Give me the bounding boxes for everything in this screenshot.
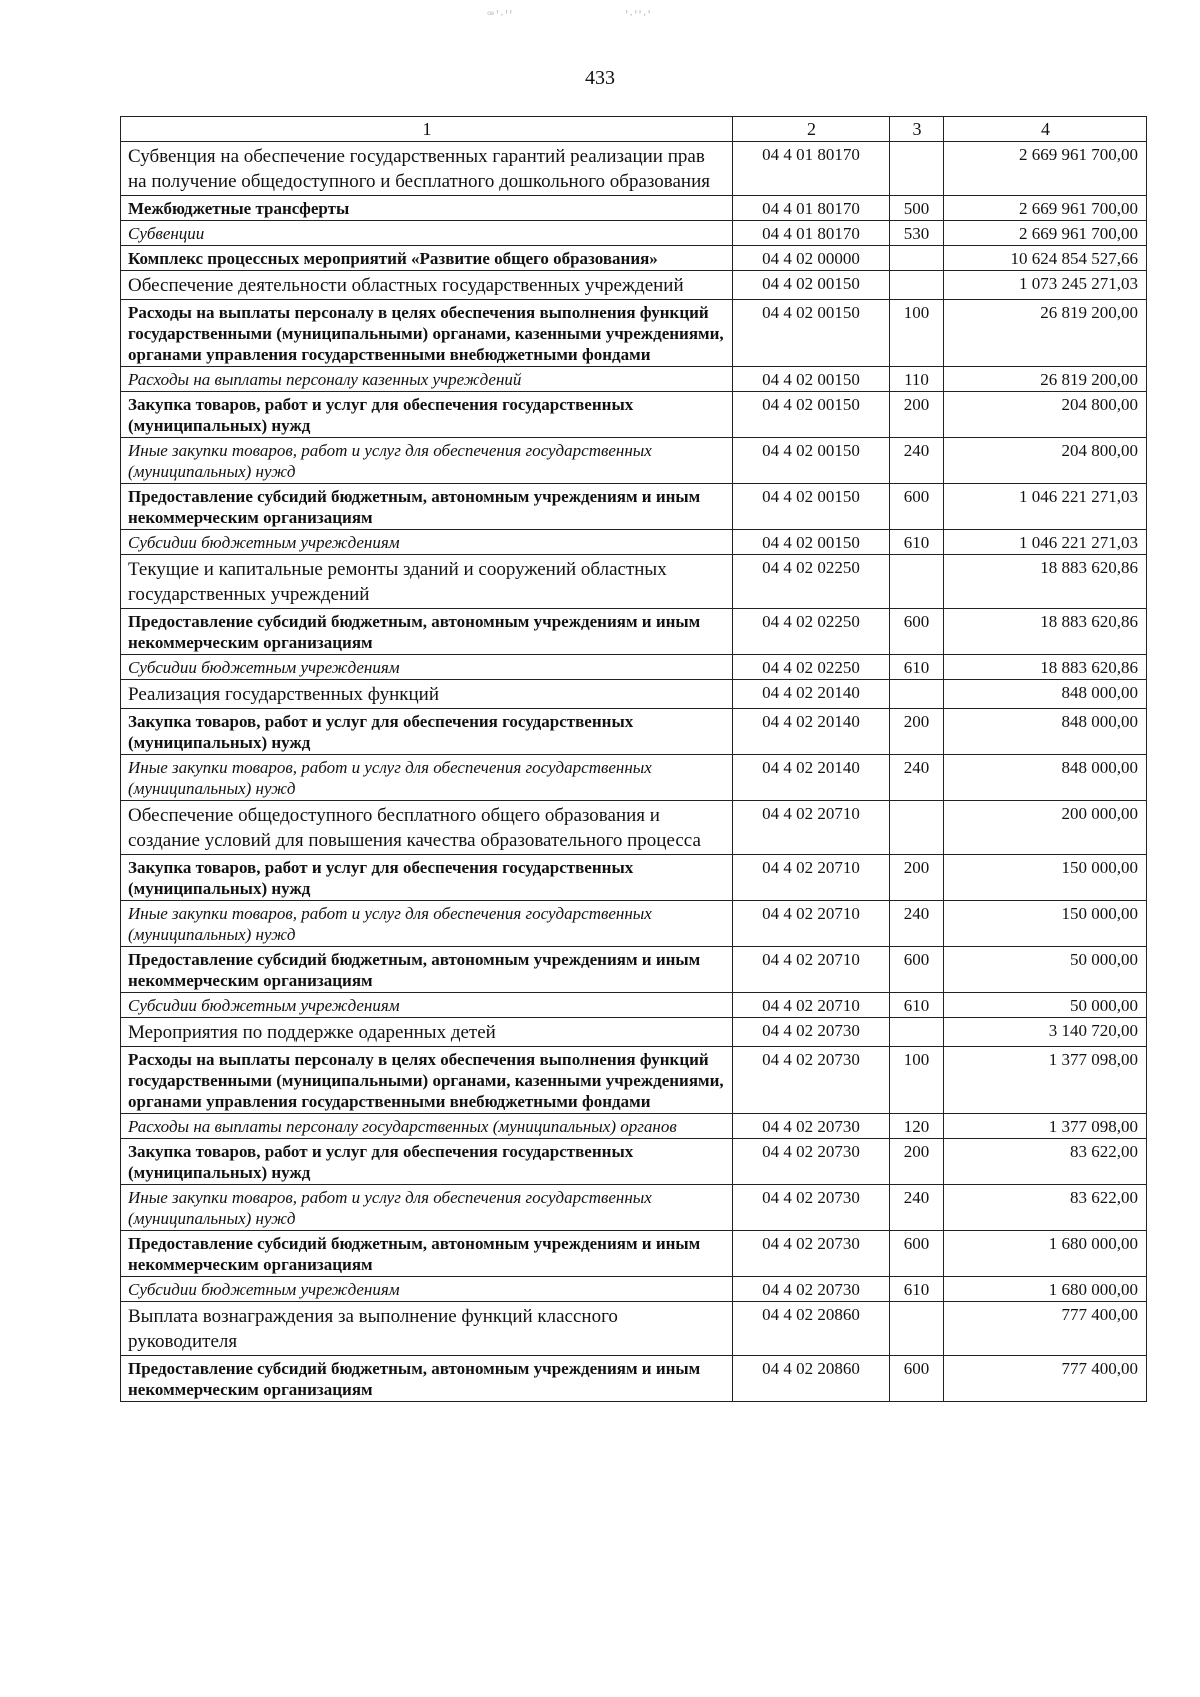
row-code-cell: 04 4 02 20730	[733, 1047, 890, 1114]
row-expense-type-cell	[890, 680, 944, 709]
row-code-cell: 04 4 02 20140	[733, 709, 890, 755]
row-code-cell: 04 4 02 20710	[733, 947, 890, 993]
row-amount-cell: 26 819 200,00	[944, 367, 1147, 392]
row-amount-cell: 848 000,00	[944, 680, 1147, 709]
row-name-cell: Предоставление субсидий бюджетным, автономным учреждениям и иным некоммерческим организациям	[121, 1231, 733, 1277]
row-amount-cell: 1 680 000,00	[944, 1277, 1147, 1302]
row-expense-type-cell	[890, 271, 944, 300]
row-name-cell: Субвенции	[121, 221, 733, 246]
row-expense-type-cell: 200	[890, 709, 944, 755]
row-expense-type-cell	[890, 1302, 944, 1356]
row-expense-type-cell	[890, 1018, 944, 1047]
row-amount-cell: 204 800,00	[944, 438, 1147, 484]
row-expense-type-cell: 100	[890, 300, 944, 367]
table-body	[121, 142, 1147, 1402]
row-code-cell: 04 4 02 20860	[733, 1356, 890, 1402]
row-name-cell: Обеспечение общедоступного бесплатного общего образования и создание условий для повышения качества образовательного процесса	[121, 801, 733, 855]
column-header-code: 2	[733, 117, 890, 142]
row-expense-type-cell: 610	[890, 655, 944, 680]
row-name-cell: Предоставление субсидий бюджетным, автономным учреждениям и иным некоммерческим организациям	[121, 1356, 733, 1402]
table-row	[121, 1302, 1147, 1356]
table-row	[121, 1047, 1147, 1114]
table-row	[121, 221, 1147, 246]
row-amount-cell: 83 622,00	[944, 1139, 1147, 1185]
row-amount-cell: 848 000,00	[944, 709, 1147, 755]
row-code-cell: 04 4 02 00000	[733, 246, 890, 271]
row-name-cell: Закупка товаров, работ и услуг для обеспечения государственных (муниципальных) нужд	[121, 709, 733, 755]
row-code-cell: 04 4 02 02250	[733, 655, 890, 680]
row-code-cell: 04 4 02 00150	[733, 530, 890, 555]
row-code-cell: 04 4 02 20140	[733, 680, 890, 709]
row-name-cell: Расходы на выплаты персоналу казенных учреждений	[121, 367, 733, 392]
table-row	[121, 142, 1147, 196]
row-name-cell: Межбюджетные трансферты	[121, 196, 733, 221]
row-amount-cell: 2 669 961 700,00	[944, 221, 1147, 246]
row-code-cell: 04 4 02 20730	[733, 1277, 890, 1302]
row-amount-cell: 1 046 221 271,03	[944, 530, 1147, 555]
table-row	[121, 300, 1147, 367]
row-amount-cell: 200 000,00	[944, 801, 1147, 855]
row-name-cell: Субсидии бюджетным учреждениям	[121, 993, 733, 1018]
row-expense-type-cell: 600	[890, 609, 944, 655]
row-code-cell: 04 4 02 20710	[733, 801, 890, 855]
table-row	[121, 196, 1147, 221]
row-code-cell: 04 4 02 20730	[733, 1185, 890, 1231]
row-expense-type-cell: 500	[890, 196, 944, 221]
row-name-cell: Предоставление субсидий бюджетным, автономным учреждениям и иным некоммерческим организациям	[121, 947, 733, 993]
row-name-cell: Субсидии бюджетным учреждениям	[121, 1277, 733, 1302]
row-amount-cell: 204 800,00	[944, 392, 1147, 438]
row-name-cell: Предоставление субсидий бюджетным, автономным учреждениям и иным некоммерческим организациям	[121, 609, 733, 655]
table-row	[121, 367, 1147, 392]
column-header-expense-type: 3	[890, 117, 944, 142]
row-code-cell: 04 4 02 20730	[733, 1018, 890, 1047]
budget-table	[120, 116, 1147, 1402]
row-amount-cell: 1 377 098,00	[944, 1047, 1147, 1114]
table-row	[121, 484, 1147, 530]
row-expense-type-cell	[890, 142, 944, 196]
table-row	[121, 555, 1147, 609]
row-expense-type-cell: 120	[890, 1114, 944, 1139]
row-expense-type-cell	[890, 555, 944, 609]
table-row	[121, 392, 1147, 438]
row-amount-cell: 18 883 620,86	[944, 655, 1147, 680]
row-code-cell: 04 4 02 20730	[733, 1231, 890, 1277]
table-row	[121, 1018, 1147, 1047]
row-code-cell: 04 4 02 00150	[733, 300, 890, 367]
table-row	[121, 1114, 1147, 1139]
row-amount-cell: 1 073 245 271,03	[944, 271, 1147, 300]
row-name-cell: Иные закупки товаров, работ и услуг для обеспечения государственных (муниципальных) нужд	[121, 755, 733, 801]
row-expense-type-cell: 600	[890, 484, 944, 530]
row-expense-type-cell: 240	[890, 1185, 944, 1231]
row-code-cell: 04 4 01 80170	[733, 196, 890, 221]
table-header-row	[121, 117, 1147, 142]
table-row	[121, 609, 1147, 655]
row-code-cell: 04 4 02 20140	[733, 755, 890, 801]
row-code-cell: 04 4 02 20710	[733, 993, 890, 1018]
table-row	[121, 855, 1147, 901]
row-code-cell: 04 4 02 00150	[733, 367, 890, 392]
row-name-cell: Выплата вознаграждения за выполнение функций классного руководителя	[121, 1302, 733, 1356]
row-code-cell: 04 4 02 00150	[733, 484, 890, 530]
row-amount-cell: 777 400,00	[944, 1302, 1147, 1356]
table-row	[121, 993, 1147, 1018]
table-row	[121, 901, 1147, 947]
table-row	[121, 530, 1147, 555]
row-name-cell: Мероприятия по поддержке одаренных детей	[121, 1018, 733, 1047]
row-amount-cell: 1 377 098,00	[944, 1114, 1147, 1139]
row-expense-type-cell: 200	[890, 1139, 944, 1185]
row-code-cell: 04 4 02 02250	[733, 555, 890, 609]
row-name-cell: Закупка товаров, работ и услуг для обеспечения государственных (муниципальных) нужд	[121, 1139, 733, 1185]
table-row	[121, 755, 1147, 801]
page-number: 433	[585, 67, 615, 89]
table-row	[121, 1356, 1147, 1402]
row-amount-cell: 50 000,00	[944, 993, 1147, 1018]
row-name-cell: Иные закупки товаров, работ и услуг для обеспечения государственных (муниципальных) нужд	[121, 438, 733, 484]
row-code-cell: 04 4 02 20710	[733, 855, 890, 901]
row-amount-cell: 150 000,00	[944, 855, 1147, 901]
row-code-cell: 04 4 02 20730	[733, 1114, 890, 1139]
row-amount-cell: 18 883 620,86	[944, 555, 1147, 609]
table-row	[121, 947, 1147, 993]
row-amount-cell: 10 624 854 527,66	[944, 246, 1147, 271]
row-code-cell: 04 4 02 00150	[733, 438, 890, 484]
row-name-cell: Обеспечение деятельности областных государственных учреждений	[121, 271, 733, 300]
row-name-cell: Предоставление субсидий бюджетным, автономным учреждениям и иным некоммерческим организациям	[121, 484, 733, 530]
row-expense-type-cell: 600	[890, 1356, 944, 1402]
row-expense-type-cell: 610	[890, 530, 944, 555]
row-name-cell: Иные закупки товаров, работ и услуг для обеспечения государственных (муниципальных) нужд	[121, 901, 733, 947]
row-code-cell: 04 4 01 80170	[733, 142, 890, 196]
row-code-cell: 04 4 02 20730	[733, 1139, 890, 1185]
row-name-cell: Закупка товаров, работ и услуг для обеспечения государственных (муниципальных) нужд	[121, 855, 733, 901]
table-row	[121, 1185, 1147, 1231]
row-expense-type-cell: 530	[890, 221, 944, 246]
row-expense-type-cell: 600	[890, 1231, 944, 1277]
row-amount-cell: 3 140 720,00	[944, 1018, 1147, 1047]
scan-noise-mark: ꞌ·ꞌꞌ·ꞌ	[625, 8, 652, 22]
row-amount-cell: 1 046 221 271,03	[944, 484, 1147, 530]
table-row	[121, 1139, 1147, 1185]
row-code-cell: 04 4 01 80170	[733, 221, 890, 246]
table-row	[121, 271, 1147, 300]
row-name-cell: Иные закупки товаров, работ и услуг для обеспечения государственных (муниципальных) нужд	[121, 1185, 733, 1231]
row-expense-type-cell: 100	[890, 1047, 944, 1114]
table-row	[121, 680, 1147, 709]
table-row	[121, 655, 1147, 680]
row-name-cell: Субсидии бюджетным учреждениям	[121, 530, 733, 555]
table-row	[121, 438, 1147, 484]
row-expense-type-cell: 200	[890, 392, 944, 438]
row-expense-type-cell: 240	[890, 901, 944, 947]
row-amount-cell: 848 000,00	[944, 755, 1147, 801]
row-code-cell: 04 4 02 00150	[733, 271, 890, 300]
row-name-cell: Расходы на выплаты персоналу государственных (муниципальных) органов	[121, 1114, 733, 1139]
row-expense-type-cell: 610	[890, 1277, 944, 1302]
row-name-cell: Расходы на выплаты персоналу в целях обеспечения выполнения функций государственными (муниципальными) органами, казенными учреждениями, органами управления государственными внебюджетными фондами	[121, 1047, 733, 1114]
row-amount-cell: 2 669 961 700,00	[944, 142, 1147, 196]
table-row	[121, 1277, 1147, 1302]
row-name-cell: Расходы на выплаты персоналу в целях обеспечения выполнения функций государственными (муниципальными) органами, казенными учреждениями, органами управления государственными внебюджетными фондами	[121, 300, 733, 367]
row-expense-type-cell	[890, 801, 944, 855]
row-name-cell: Субсидии бюджетным учреждениям	[121, 655, 733, 680]
table-row	[121, 709, 1147, 755]
row-code-cell: 04 4 02 02250	[733, 609, 890, 655]
row-expense-type-cell: 610	[890, 993, 944, 1018]
scan-noise-mark: ꟹꞌ·ꞌꞌ	[487, 8, 514, 22]
row-amount-cell: 150 000,00	[944, 901, 1147, 947]
row-name-cell: Реализация государственных функций	[121, 680, 733, 709]
row-amount-cell: 777 400,00	[944, 1356, 1147, 1402]
row-amount-cell: 18 883 620,86	[944, 609, 1147, 655]
row-name-cell: Субвенция на обеспечение государственных гарантий реализации прав на получение общедоступного и бесплатного дошкольного образования	[121, 142, 733, 196]
row-expense-type-cell: 200	[890, 855, 944, 901]
row-code-cell: 04 4 02 20710	[733, 901, 890, 947]
row-amount-cell: 1 680 000,00	[944, 1231, 1147, 1277]
row-amount-cell: 2 669 961 700,00	[944, 196, 1147, 221]
row-expense-type-cell: 110	[890, 367, 944, 392]
row-amount-cell: 83 622,00	[944, 1185, 1147, 1231]
column-header-amount: 4	[944, 117, 1147, 142]
column-header-name: 1	[121, 117, 733, 142]
row-code-cell: 04 4 02 00150	[733, 392, 890, 438]
row-code-cell: 04 4 02 20860	[733, 1302, 890, 1356]
row-amount-cell: 50 000,00	[944, 947, 1147, 993]
row-name-cell: Текущие и капитальные ремонты зданий и сооружений областных государственных учреждений	[121, 555, 733, 609]
row-name-cell: Закупка товаров, работ и услуг для обеспечения государственных (муниципальных) нужд	[121, 392, 733, 438]
row-expense-type-cell	[890, 246, 944, 271]
table-row	[121, 246, 1147, 271]
table-row	[121, 801, 1147, 855]
table-row	[121, 1231, 1147, 1277]
row-name-cell: Комплекс процессных мероприятий «Развитие общего образования»	[121, 246, 733, 271]
row-expense-type-cell: 240	[890, 438, 944, 484]
row-expense-type-cell: 600	[890, 947, 944, 993]
row-amount-cell: 26 819 200,00	[944, 300, 1147, 367]
row-expense-type-cell: 240	[890, 755, 944, 801]
